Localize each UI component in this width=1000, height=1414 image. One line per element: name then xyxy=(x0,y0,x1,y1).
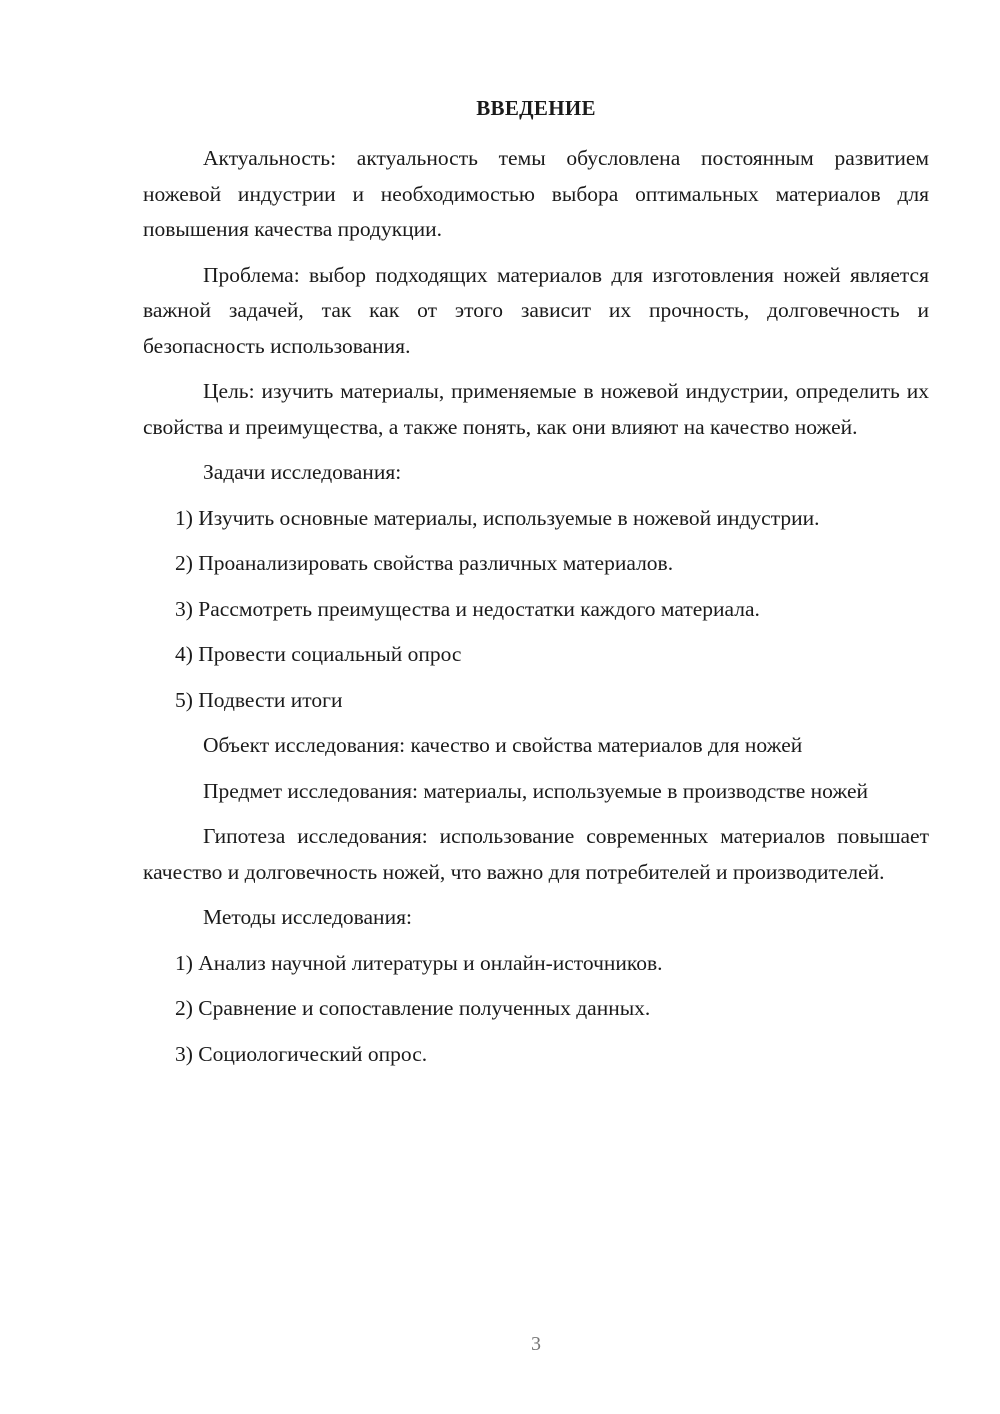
page-title: ВВЕДЕНИЕ xyxy=(476,96,596,120)
task-item-4: 4) Провести социальный опрос xyxy=(175,642,462,666)
relevance-paragraph: Актуальность: актуальность темы обусловлена постоянным развитием ножевой индустрии и необходимостью выбора оптимальных материалов для повышения качества продукции. xyxy=(143,146,929,241)
subject-paragraph: Предмет исследования: материалы, используемые в производстве ножей xyxy=(203,778,869,803)
method-item-3: 3) Социологический опрос. xyxy=(175,1041,428,1066)
problem-paragraph: Проблема: выбор подходящих материалов для изготовления ножей является важной задачей, так как от этого зависит их прочность, долговечность и безопасность использования. xyxy=(143,262,929,358)
goal-paragraph: Цель: изучить материалы, применяемые в ножевой индустрии, определить их свойства и преимущества, а также понять, как они влияют на качество ножей. xyxy=(143,379,929,439)
page-number: 3 xyxy=(531,1333,541,1355)
task-item-3: 3) Рассмотреть преимущества и недостатки каждого материала. xyxy=(175,596,760,621)
hypothesis-paragraph: Гипотеза исследования: использование современных материалов повышает качество и долговечность ножей, что важно для потребителей и производителей. xyxy=(143,824,929,884)
document-body xyxy=(143,141,929,1082)
task-item-5: 5) Подвести итоги xyxy=(175,687,343,712)
object-paragraph: Объект исследования: качество и свойства материалов для ножей xyxy=(203,733,803,757)
method-item-2: 2) Сравнение и сопоставление полученных данных. xyxy=(175,996,651,1020)
methods-heading: Методы исследования: xyxy=(203,905,412,929)
method-item-1: 1) Анализ научной литературы и онлайн-источников. xyxy=(175,950,663,975)
tasks-heading: Задачи исследования: xyxy=(203,460,402,484)
task-item-1: 1) Изучить основные материалы, используемые в ножевой индустрии. xyxy=(175,505,820,530)
task-item-2: 2) Проанализировать свойства различных материалов. xyxy=(175,551,674,575)
